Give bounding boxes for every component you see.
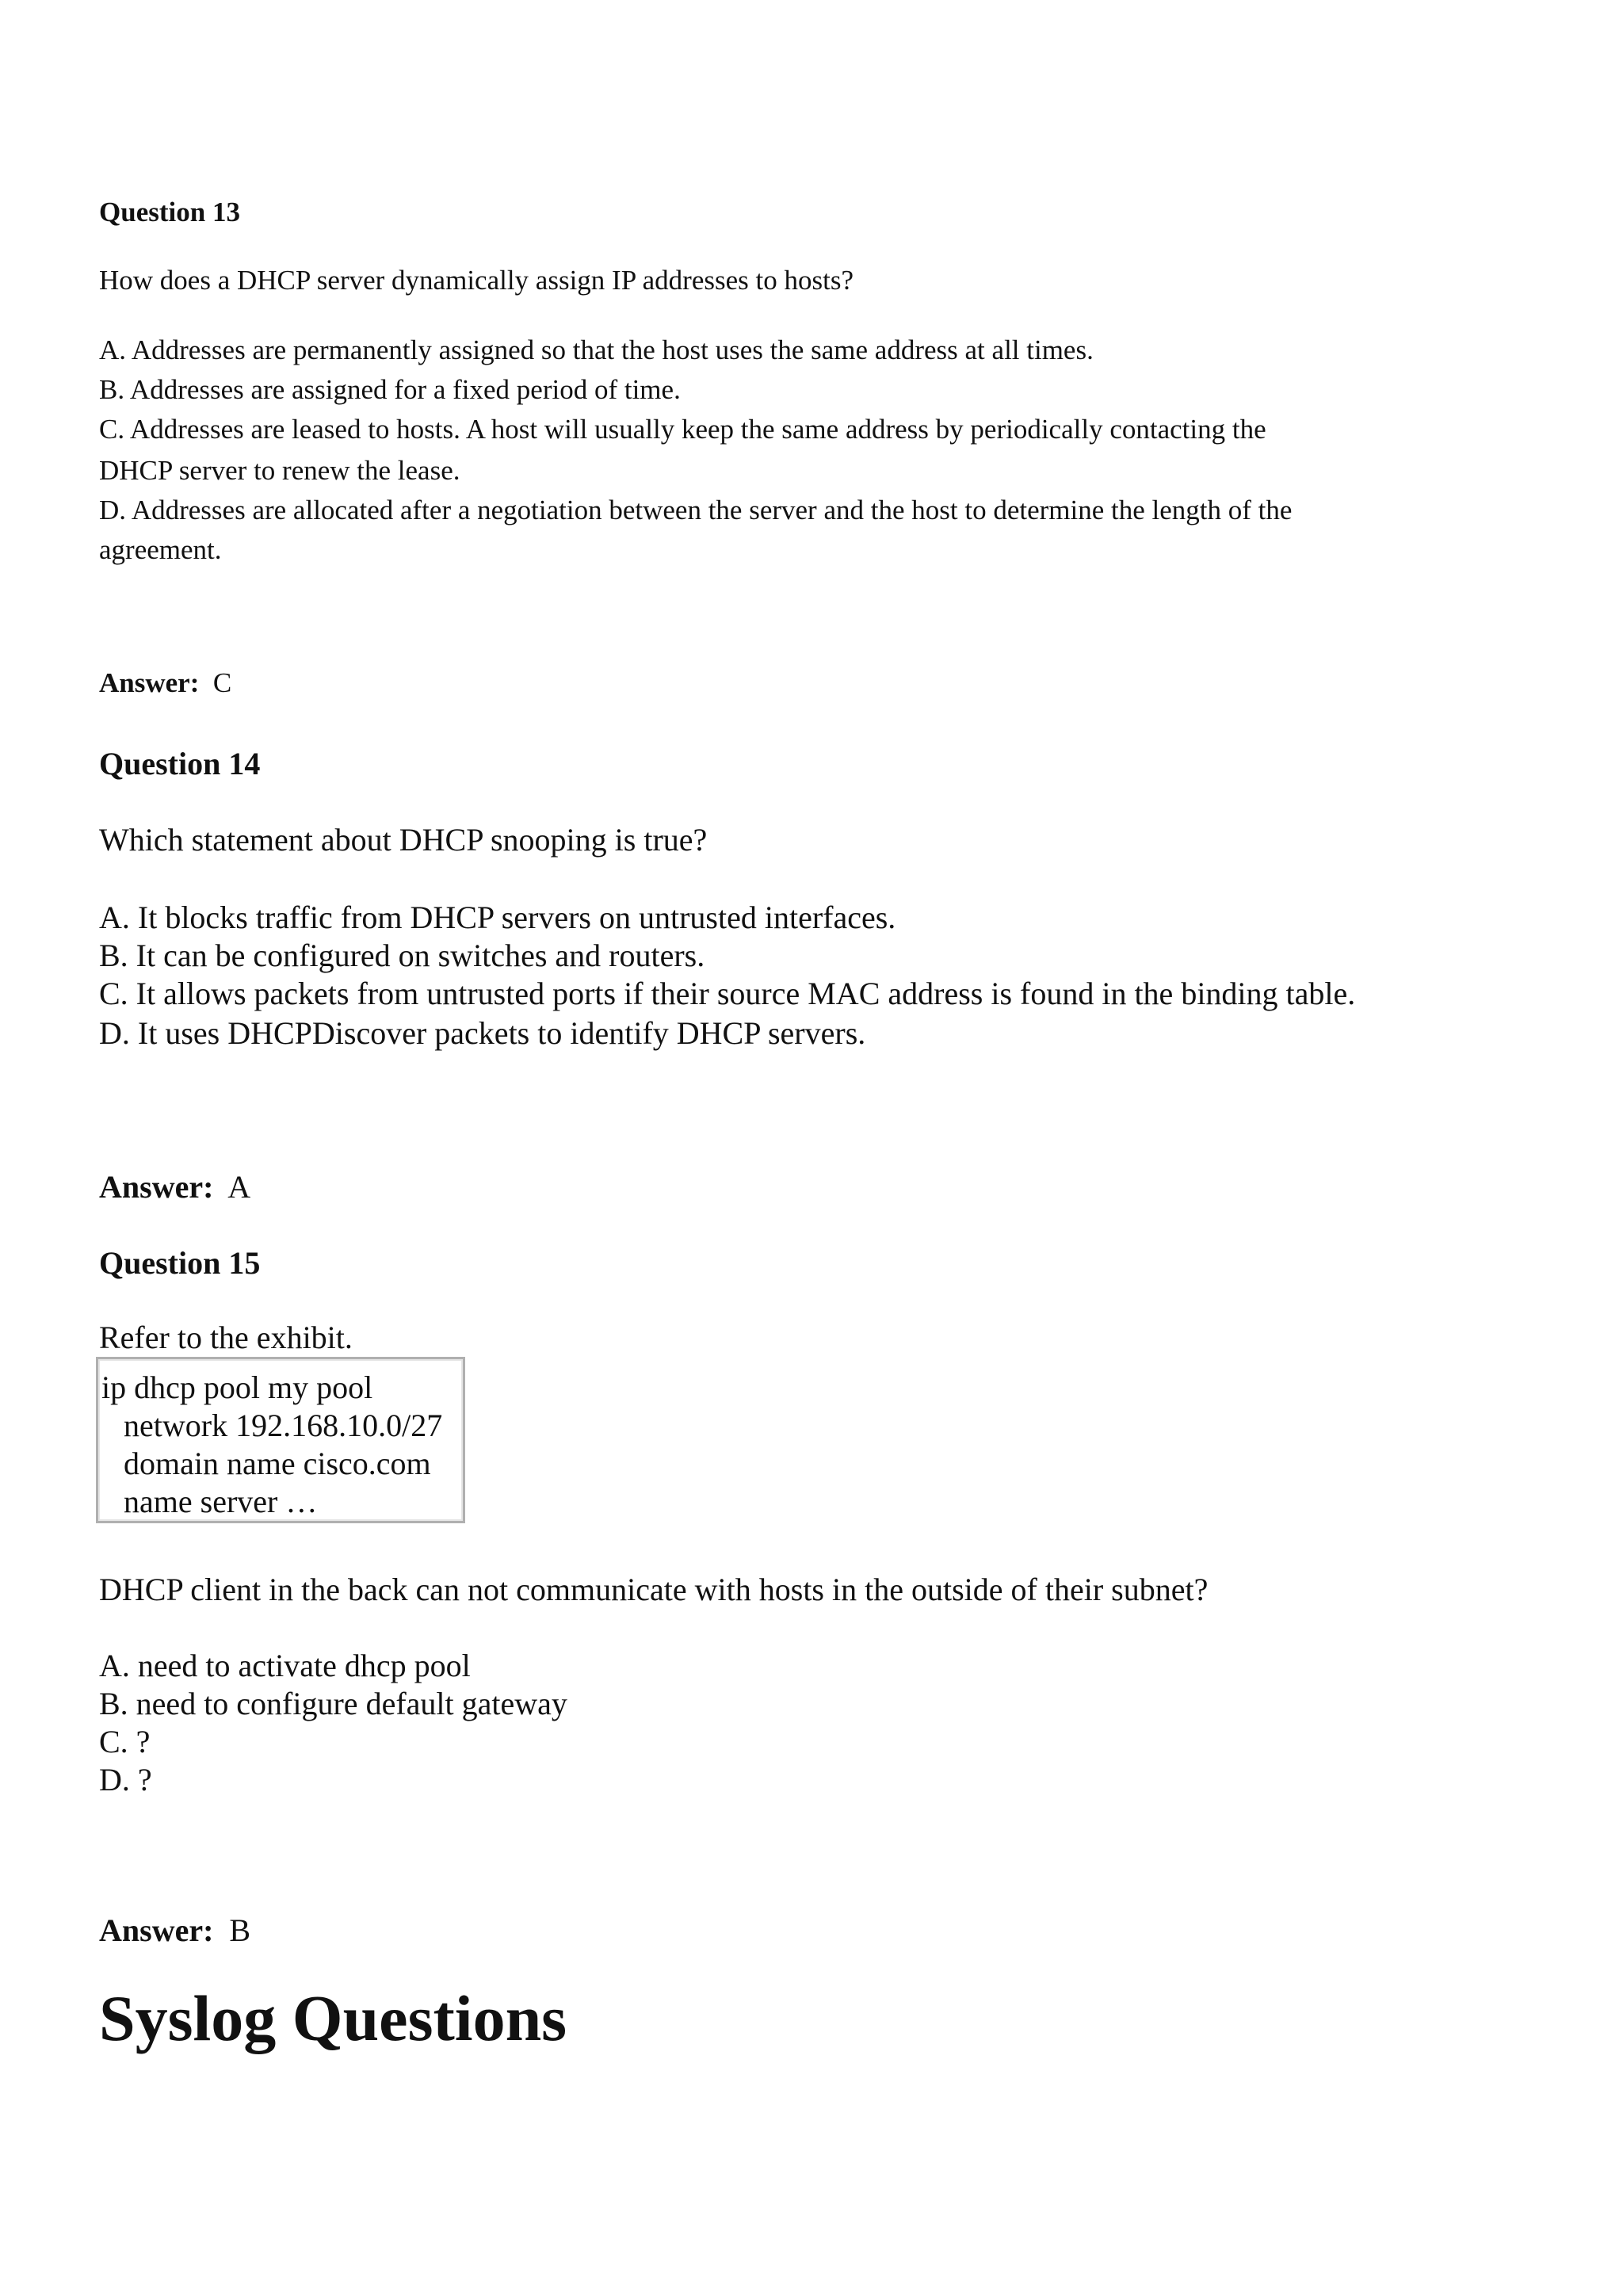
question-15-option-b: B. need to configure default gateway [99,1686,567,1721]
question-13-answer [99,667,231,699]
question-13-option-b: B. Addresses are assigned for a fixed period of time. [99,374,681,405]
exhibit-box [96,1357,465,1523]
exhibit-line: domain name cisco.com [124,1446,431,1481]
question-14-title: Question 14 [99,746,261,781]
question-15-text: DHCP client in the back can not communicate with hosts in the outside of their subnet? [99,1572,1209,1607]
question-13-option-d-cont: agreement. [99,534,222,565]
answer-label: Answer: [99,1169,214,1205]
exhibit-line: ip dhcp pool my pool [101,1370,373,1405]
question-13-option-d: D. Addresses are allocated after a negotiation between the server and the host to determine the length of the [99,495,1293,525]
question-15-answer [99,1912,250,1949]
question-13-option-a: A. Addresses are permanently assigned so that the host uses the same address at all times. [99,334,1094,365]
question-15-title: Question 15 [99,1245,261,1281]
question-13-option-c-cont: DHCP server to renew the lease. [99,455,460,486]
question-13-option-c: C. Addresses are leased to hosts. A host will usually keep the same address by periodically contacting the [99,414,1266,445]
question-14-option-c: C. It allows packets from untrusted ports if their source MAC address is found in the binding table. [99,976,1356,1011]
section-title: Syslog Questions [99,1982,567,2054]
answer-label: Answer: [99,1912,214,1948]
question-13-text: How does a DHCP server dynamically assign IP addresses to hosts? [99,265,854,296]
question-14-option-d: D. It uses DHCPDiscover packets to identify DHCP servers. [99,1015,866,1051]
answer-value: C [212,667,232,698]
exhibit-line: network 192.168.10.0/27 [124,1408,443,1443]
question-15-option-c: C. ? [99,1724,151,1759]
question-14-answer [99,1168,250,1205]
question-15-option-a: A. need to activate dhcp pool [99,1648,471,1683]
question-14-option-a: A. It blocks traffic from DHCP servers on untrusted interfaces. [99,900,896,935]
question-15-option-d: D. ? [99,1762,152,1797]
answer-value: A [227,1169,251,1205]
question-14-option-b: B. It can be configured on switches and routers. [99,938,705,973]
question-14-text: Which statement about DHCP snooping is true? [99,822,708,858]
answer-value: B [229,1912,251,1948]
question-15-intro: Refer to the exhibit. [99,1320,353,1355]
question-13-title: Question 13 [99,197,240,227]
exhibit-line: name server … [124,1484,318,1519]
answer-label: Answer: [99,667,200,698]
